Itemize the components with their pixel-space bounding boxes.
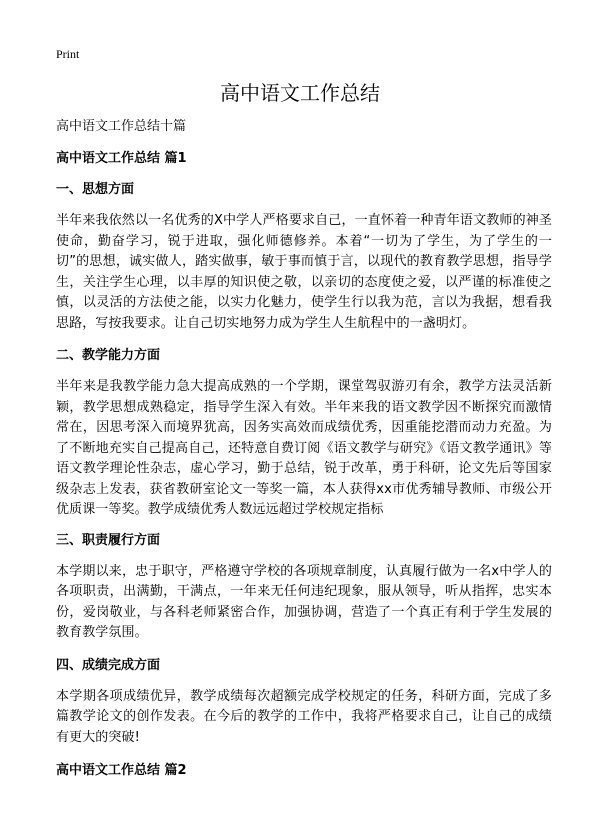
- section-3-heading: 三、职责履行方面: [56, 532, 161, 548]
- section-4-paragraph: 本学期各项成绩优异，教学成绩每次超额完成学校规定的任务，科研方面，完成了多篇教学论文的创作发表。在今后的教学的工作中，我将严格要求自己，让自己的成绩有更大的突破!: [56, 688, 552, 745]
- document-subtitle: 高中语文工作总结十篇: [56, 119, 187, 134]
- section-4-heading: 四、成绩完成方面: [56, 657, 161, 673]
- article-2-title: 高中语文工作总结 篇2: [56, 763, 187, 778]
- document-body: [56, 118, 552, 793]
- section-1-paragraph: 半年来我依然以一名优秀的X中学人严格要求自己，一直怀着一种青年语文教师的神圣使命，勤奋学习，锐于进取，强化师德修养。本着“一切为了学生，为了学生的一切”的思想，诚实做人，踏实做事，敏于事而慎于言，以现代的教育教学思想，指导学生，关注学生心理，以丰厚的知识使之敬，以亲切的态度使之爱，以严谨的标准使之慎，以灵活的方法使之能，以实力化魅力，使学生行以我为范，言以为我据，想看我思路，写按我要求。让自己切实地努力成为学生人生航程中的一盏明灯。: [56, 213, 552, 331]
- article-1-title: 高中语文工作总结 篇1: [56, 151, 187, 166]
- section-3-paragraph: 本学期以来，忠于职守，严格遵守学校的各项规章制度，认真履行做为一名x中学人的各项职责，出满勤，干满点，一年来无任何违纪现象，服从领导，听从指挥，忠实本份，爱岗敬业，与各科老师紧密合作，加强协调，营造了一个真正有利于学生发展的教育教学氛围。: [56, 563, 552, 640]
- page-title: 高中语文工作总结: [220, 81, 380, 105]
- section-2-heading: 二、教学能力方面: [56, 348, 161, 363]
- section-1-heading: 一、思想方面: [56, 182, 135, 197]
- print-label: Print: [56, 47, 80, 61]
- section-2-paragraph: 半年来是我教学能力急大提高成熟的一个学期，课堂驾驭游刃有余，教学方法灵活新颖，教学思想成熟稳定，指导学生深入有效。半年来我的语文教学因不断探究而激情常在，因思考深入而境界犹高，因务实高效而成绩优秀，因重能挖潜而动力充盈。为了不断地充实自己提高自己，还特意自费订阅《语文教学与研究》《语文教学通讯》等语文教学理论性杂志，虚心学习，勤于总结，锐于改革，勇于科研，论文先后等国家级杂志上发表，获省教研室论文一等奖一篇，本人获得xx市优秀辅导教师、市级公开优质课一等奖。教学成绩优秀人数远远超过学校规定指标: [56, 379, 552, 517]
